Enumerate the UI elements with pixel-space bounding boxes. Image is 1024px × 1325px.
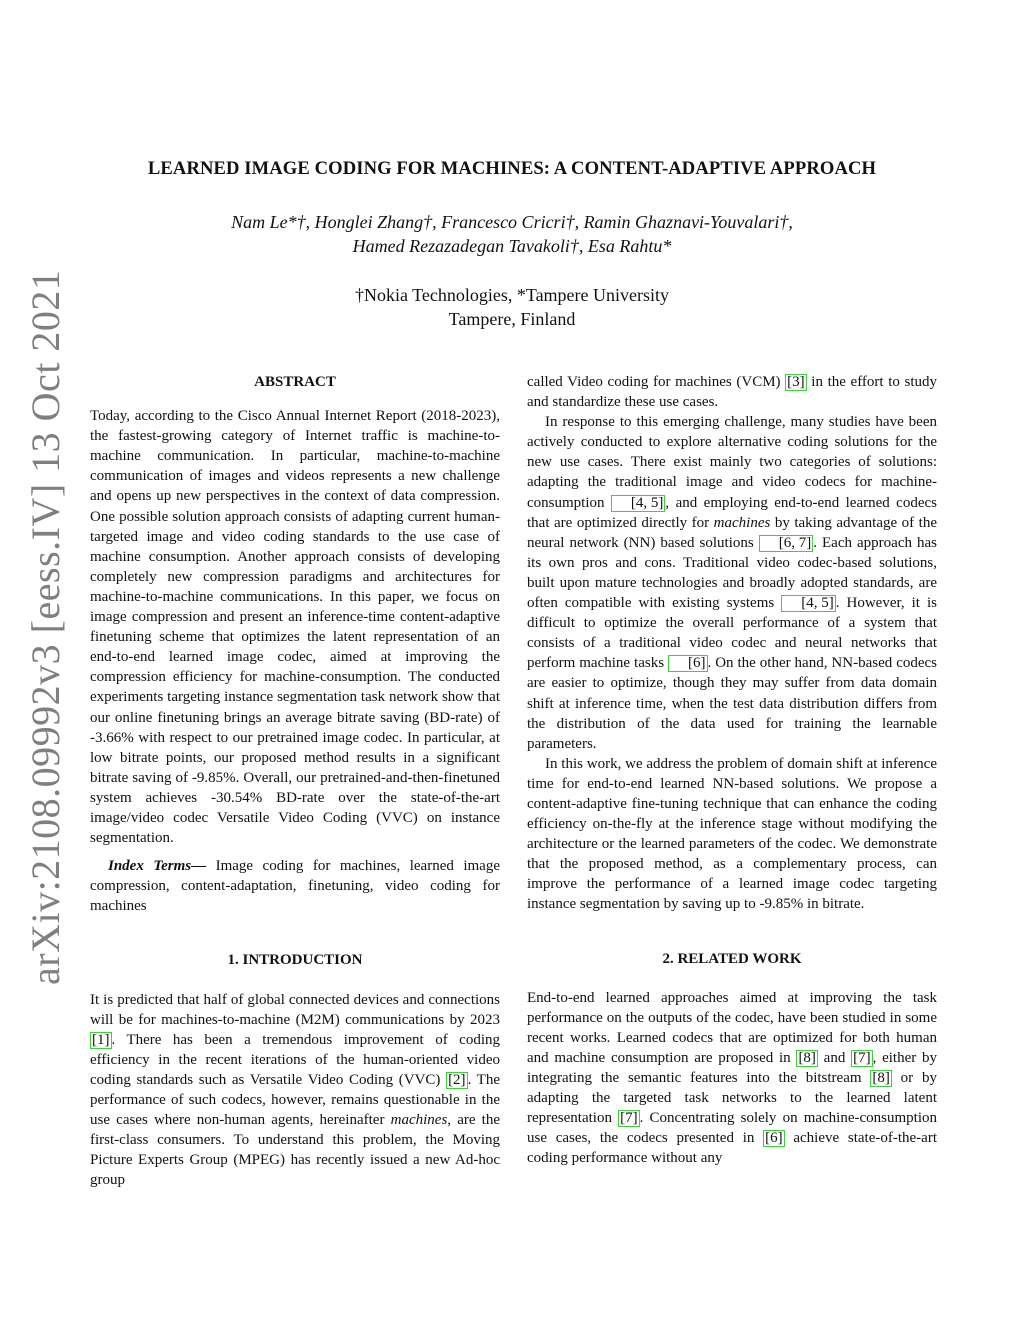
arxiv-stamp: arXiv:2108.09992v3 [eess.IV] 13 Oct 2021 xyxy=(23,269,68,985)
citation-link[interactable]: [4, 5] xyxy=(611,495,666,512)
citation-link[interactable]: [2] xyxy=(448,1071,466,1088)
citation-link[interactable]: [1] xyxy=(92,1031,110,1048)
left-column xyxy=(90,372,500,1190)
citation-link[interactable]: [4, 5] xyxy=(781,595,836,612)
right-column xyxy=(527,372,937,1168)
citation-link[interactable]: [7] xyxy=(620,1110,638,1127)
abstract-text: Today, according to the Cisco Annual Internet Report (2018-2023), the fastest-growing category of Internet traffic is machine-to-machine communication. In particular, machine-to-machine communication of images and videos represents a new challenge and opens up new perspectives in the context of data compression. One possible solution approach consists of adapting current human-targeted image and video coding standards to the use case of machine consumption. Another approach consists of developing completely new compression paradigms and architectures for machine-to-machine communications. In this paper, we focus on image compression and present an inference-time content-adaptive finetuning scheme that optimizes the latent representation of an end-to-end learned image codec, aimed at improving the compression efficiency for machine-consumption. The conducted experiments targeting instance segmentation task network show that our online finetuning brings an average bitrate saving (BD-rate) of -3.66% with respect to our pretrained image codec. In particular, at low bitrate points, our proposed method results in a significant bitrate saving of -9.85%. Overall, our pretrained-and-then-finetuned system achieves -30.54% BD-rate over the state-of-the-art image/video codec Versatile Video Coding (VVC) on instance segmentation. xyxy=(90,408,500,847)
related-work-paragraph: End-to-end learned approaches aimed at improving the task performance on the outputs of the codec, have been studied in some recent works. Learned codecs that are optimized for both human and machine consumption are proposed in [8] and [7] , either by integrating the semantic features into the bitstream [8] or by adapting the targeted task networks to the learned latent representation [7] . Concentrating solely on machine-consumption use cases, the codecs presented in [6] achieve state-of-the-art coding performance without any xyxy=(527,989,938,1167)
author-list xyxy=(0,210,1024,258)
citation-link[interactable]: [8] xyxy=(872,1070,890,1086)
intro-paragraph: It is predicted that half of global connected devices and connections will be for machines-to-machine (M2M) communications by 2023 [1] . There has been a tremendous improvement of coding efficiency in the recent iterations of the human-oriented video coding standards such as Versatile Video Coding (VVC) [2] . The performance of such codecs, however, remains questionable in the use cases where non-human agents, hereinafter machines, are the first-class consumers. To understand this problem, the Moving Picture Experts Group (MPEG) has recently issued a new Ad-hoc group xyxy=(90,991,500,1189)
affiliation-line-2: Tampere, Finland xyxy=(448,309,576,329)
index-terms-text: Image coding for machines, learned image compression, content-adaptation, finetuning, video coding for machines xyxy=(90,858,500,915)
authors-line-1: Nam Le*†, Honglei Zhang†, Francesco Cricri†, Ramin Ghaznavi-Youvalari†, xyxy=(231,212,793,232)
challenge-paragraph: In response to this emerging challenge, many studies have been actively conducted to explore alternative coding solutions for the new use cases. There exist mainly two categories of solutions: adapting the traditional image and video codecs for machine-consumption [4, 5] , and employing end-to-end learned codecs that are optimized directly for machines by taking advantage of the neural network (NN) based solutions [6, 7] . Each approach has its own pros and cons. Traditional video codec-based solutions, built upon mature technologies and broadly adopted standards, are often compatible with existing systems [4, 5] . However, it is difficult to optimize the overall performance of a system that consists of a traditional video codec and neural networks that perform machine tasks [6] . On the other hand, NN-based codecs are easier to optimize, though they may suffer from data domain shift at inference time, when the test data distribution differs from the distribution of the data used for training the learnable parameters. xyxy=(527,414,938,752)
citation-link[interactable]: [6] xyxy=(668,655,708,672)
citation-link[interactable]: [8] xyxy=(798,1049,816,1066)
citation-link[interactable]: [6, 7] xyxy=(759,535,814,552)
citation-link[interactable]: [6] xyxy=(765,1130,783,1147)
abstract-heading: ABSTRACT xyxy=(254,374,336,390)
intro-heading: 1. INTRODUCTION xyxy=(227,952,363,969)
affiliation-line-1: †Nokia Technologies, *Tampere University xyxy=(354,285,670,305)
vcm-paragraph: called Video coding for machines (VCM) [3] in the effort to study and standardize these use cases. xyxy=(527,374,937,411)
index-terms xyxy=(90,856,500,916)
citation-link[interactable]: [7] xyxy=(853,1049,871,1066)
citation-link[interactable]: [3] xyxy=(787,374,805,390)
affiliation xyxy=(0,283,1024,331)
related-work-heading: 2. RELATED WORK xyxy=(662,950,802,967)
this-work-paragraph: In this work, we address the problem of domain shift at inference time for end-to-end learned NN-based solutions. We propose a content-adaptive fine-tuning technique that can enhance the coding efficiency on-the-fly at the inference stage without modifying the architecture or the learned parameters of the codec. We demonstrate that the proposed method, as a complementary process, can improve the performance of a learned image codec targeting instance segmentation by saving up to -9.85% in bitrate. xyxy=(527,755,937,913)
index-terms-label: Index Terms— xyxy=(108,858,207,875)
paper-title: LEARNED IMAGE CODING FOR MACHINES: A CONTENT-ADAPTIVE APPROACH xyxy=(147,158,877,179)
authors-line-2: Hamed Rezazadegan Tavakoli†, Esa Rahtu* xyxy=(352,236,672,256)
